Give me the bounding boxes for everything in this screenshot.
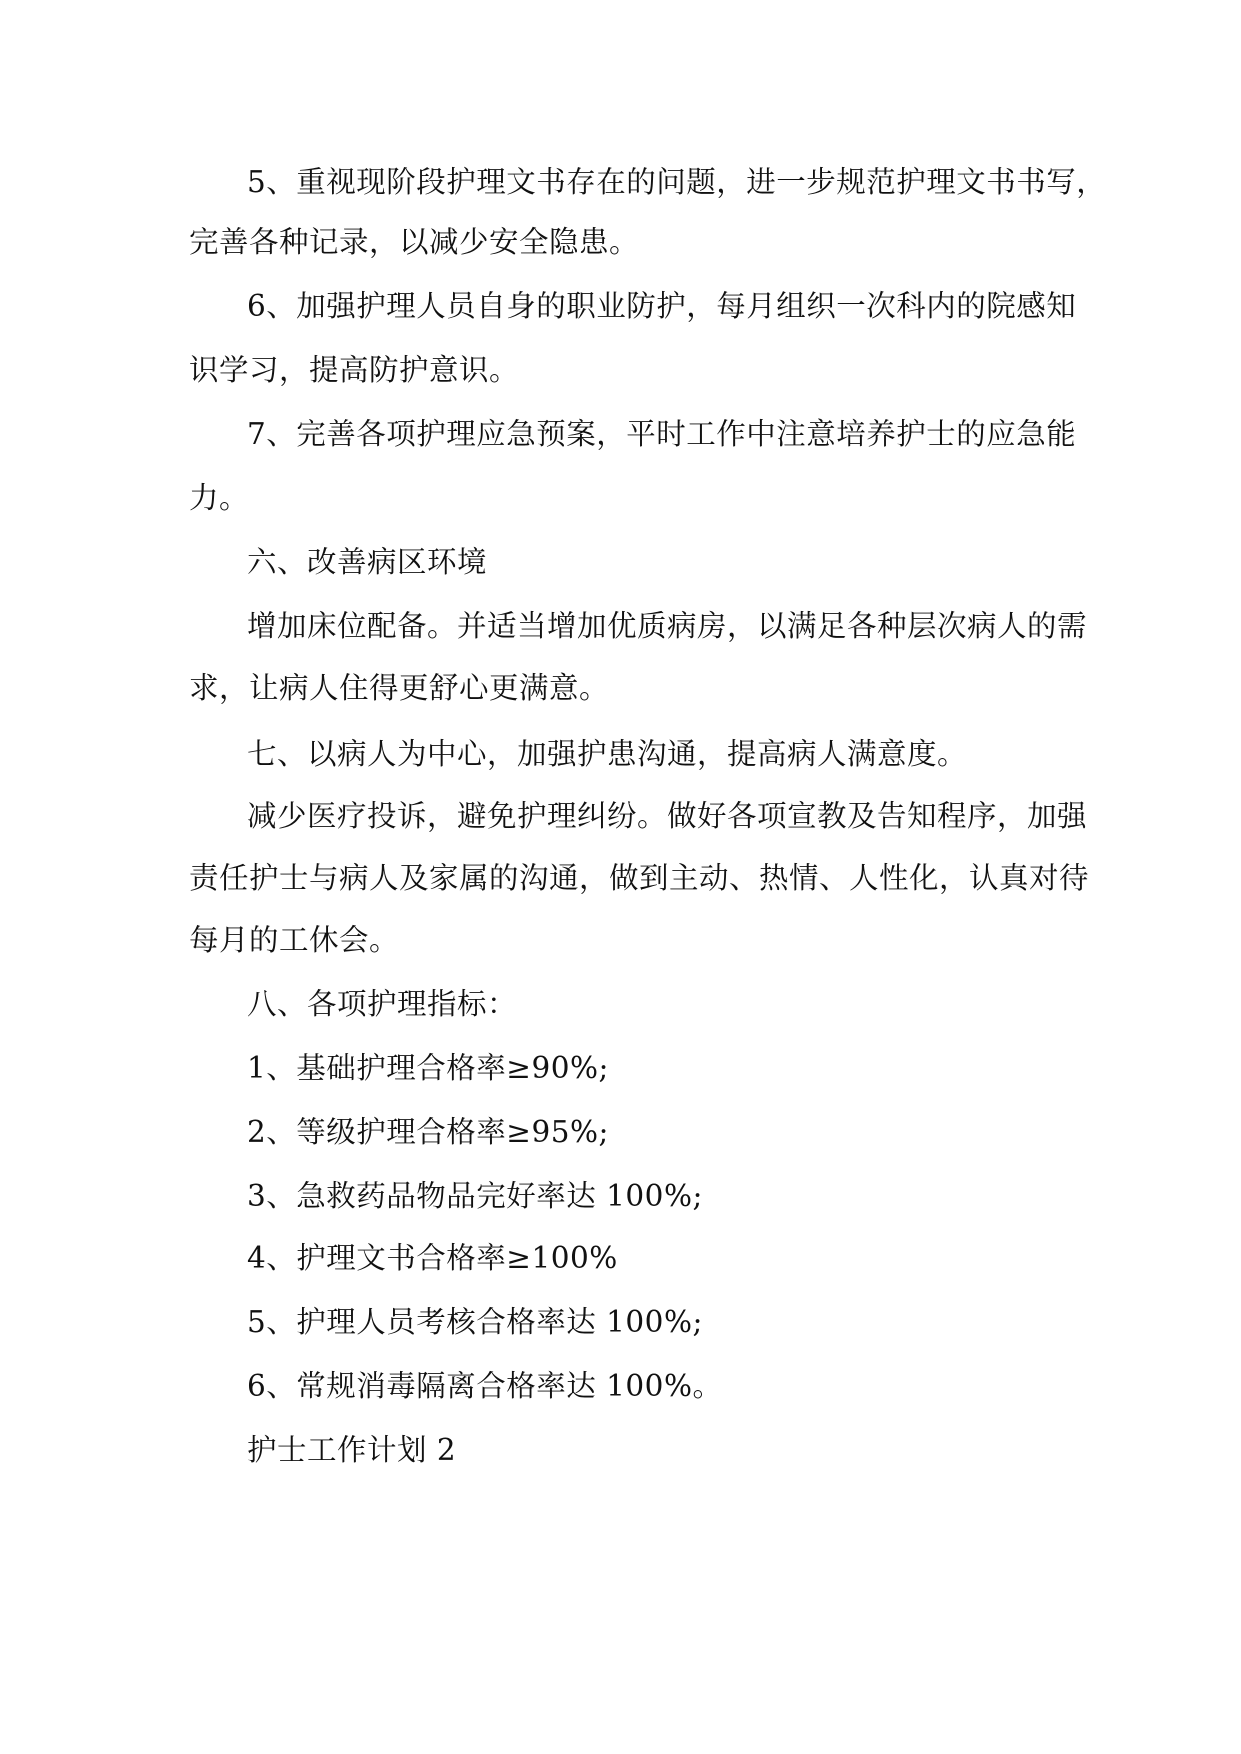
environment-paragraph-line-2: 求，让病人住得更舒心更满意。 bbox=[189, 671, 610, 705]
section-heading-8: 八、各项护理指标： bbox=[247, 987, 518, 1021]
indicator-item-4: 4、护理文书合格率≥100% bbox=[247, 1241, 618, 1275]
indicator-item-3: 3、急救药品物品完好率达 100%; bbox=[247, 1179, 703, 1213]
paragraph-5-line-1: 5、重视现阶段护理文书存在的问题，进一步规范护理文书书写， bbox=[247, 165, 1107, 199]
paragraph-6-line-2: 识学习，提高防护意识。 bbox=[189, 353, 520, 387]
indicator-item-6: 6、常规消毒隔离合格率达 100%。 bbox=[247, 1369, 723, 1403]
section-title-plan-2: 护士工作计划 2 bbox=[247, 1433, 457, 1467]
communication-paragraph-line-1: 减少医疗投诉，避免护理纠纷。做好各项宣教及告知程序，加强 bbox=[247, 799, 1088, 833]
communication-paragraph-line-2: 责任护士与病人及家属的沟通，做到主动、热情、人性化，认真对待 bbox=[189, 861, 1090, 895]
paragraph-7-line-2: 力。 bbox=[189, 481, 250, 515]
indicator-item-5: 5、护理人员考核合格率达 100%; bbox=[247, 1305, 703, 1339]
communication-paragraph-line-3: 每月的工休会。 bbox=[189, 923, 400, 957]
section-heading-6: 六、改善病区环境 bbox=[247, 545, 488, 579]
paragraph-5-line-2: 完善各种记录，以减少安全隐患。 bbox=[189, 225, 640, 259]
indicator-item-2: 2、等级护理合格率≥95%; bbox=[247, 1115, 609, 1149]
paragraph-7-line-1: 7、完善各项护理应急预案，平时工作中注意培养护士的应急能 bbox=[247, 417, 1077, 451]
environment-paragraph-line-1: 增加床位配备。并适当增加优质病房，以满足各种层次病人的需 bbox=[247, 609, 1088, 643]
indicator-item-1: 1、基础护理合格率≥90%; bbox=[247, 1051, 609, 1085]
paragraph-6-line-1: 6、加强护理人员自身的职业防护，每月组织一次科内的院感知 bbox=[247, 289, 1077, 323]
section-heading-7: 七、以病人为中心，加强护患沟通，提高病人满意度。 bbox=[247, 737, 968, 771]
